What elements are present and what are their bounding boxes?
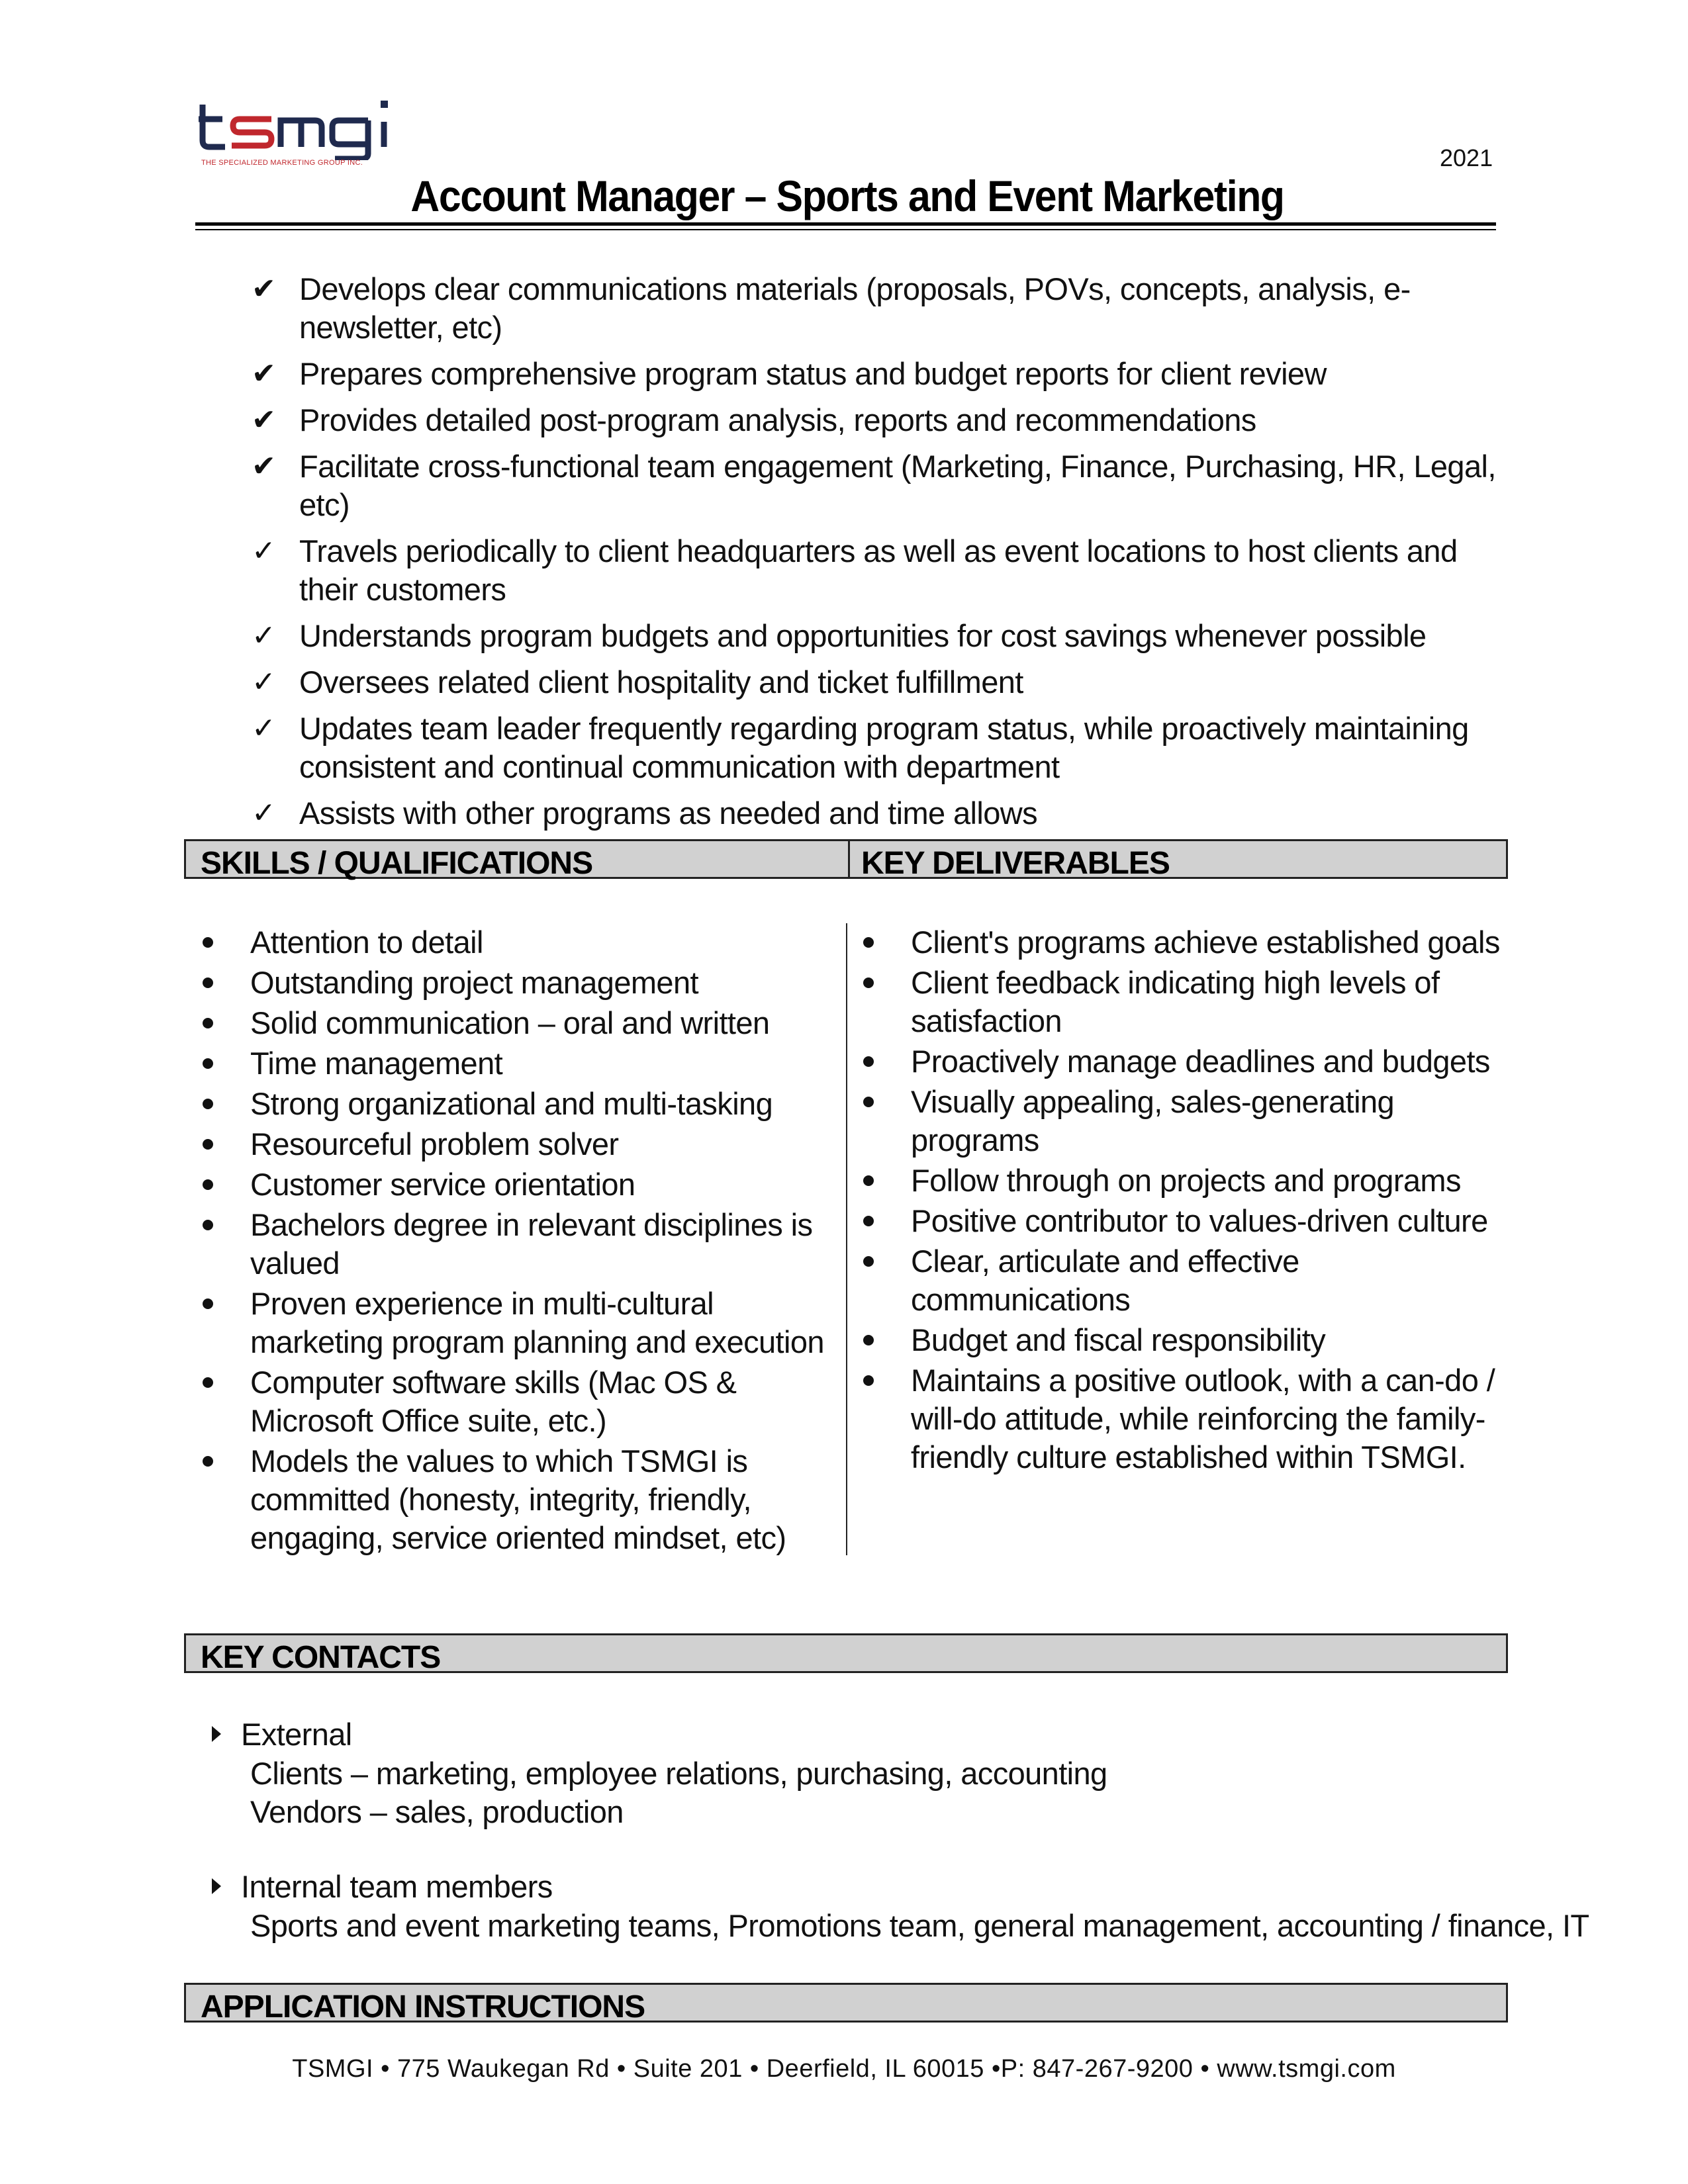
check-icon: ✓ xyxy=(252,535,276,567)
bullet-icon xyxy=(863,1097,874,1107)
external-contact-line: Clients – marketing, employee relations, purchasing, accounting xyxy=(250,1756,1107,1791)
deliverables-header: KEY DELIVERABLES xyxy=(861,846,1170,881)
external-contact-line: Vendors – sales, production xyxy=(250,1794,624,1829)
column-divider xyxy=(846,923,847,1555)
bullet-icon xyxy=(203,1139,213,1150)
bullet-icon xyxy=(203,978,213,988)
caret-right-icon xyxy=(212,1726,221,1742)
list-item: Resourceful problem solver xyxy=(250,1125,839,1163)
list-item: Maintains a positive outlook, with a can-do / will-do attitude, while reinforcing the family-friendly culture established within TSMGI. xyxy=(911,1361,1500,1477)
list-item: Attention to detail xyxy=(250,923,839,962)
check-bold-icon: ✔ xyxy=(252,357,276,390)
list-item: Proactively manage deadlines and budgets xyxy=(911,1042,1500,1081)
bullet-icon xyxy=(863,1335,874,1345)
tsmgi-logo-mark xyxy=(199,99,410,160)
responsibilities-list xyxy=(252,270,1496,841)
bullet-icon xyxy=(863,1375,874,1386)
check-bold-icon: ✔ xyxy=(252,404,276,436)
bullet-icon xyxy=(203,1058,213,1069)
caret-right-icon xyxy=(212,1878,221,1894)
check-icon: ✓ xyxy=(252,712,276,745)
list-item: ✓ Travels periodically to client headquarters as well as event locations to host clients and their customers xyxy=(252,533,1458,607)
bullet-icon xyxy=(863,1056,874,1067)
bullet-icon xyxy=(203,1099,213,1109)
skills-list xyxy=(250,923,839,1559)
list-item: ✔ Develops clear communications materials (proposals, POVs, concepts, analysis, e-newsletter, etc) xyxy=(252,271,1411,345)
list-item: Follow through on projects and programs xyxy=(911,1161,1500,1200)
check-bold-icon: ✔ xyxy=(252,273,276,305)
list-item: Positive contributor to values-driven culture xyxy=(911,1202,1500,1240)
bullet-icon xyxy=(203,1456,213,1467)
skills-header: SKILLS / QUALIFICATIONS xyxy=(201,846,593,881)
title-rule-thin xyxy=(195,229,1496,230)
list-item: Client's programs achieve established goals xyxy=(911,923,1500,962)
header-column-divider xyxy=(848,841,850,877)
list-item: Clear, articulate and effective communications xyxy=(911,1242,1500,1319)
bullet-icon xyxy=(863,1216,874,1226)
bullet-icon xyxy=(203,1377,213,1388)
list-item: Customer service orientation xyxy=(250,1165,839,1204)
list-item: Computer software skills (Mac OS & Microsoft Office suite, etc.) xyxy=(250,1363,839,1440)
list-item: Client feedback indicating high levels of satisfaction xyxy=(911,964,1500,1040)
check-icon: ✓ xyxy=(252,619,276,652)
bullet-icon xyxy=(863,937,874,948)
list-item: ✓ Oversees related client hospitality and ticket fulfillment xyxy=(252,663,1496,702)
bullet-icon xyxy=(863,1175,874,1186)
application-instructions-title: APPLICATION INSTRUCTIONS xyxy=(201,1989,645,2025)
bullet-icon xyxy=(863,1256,874,1267)
logo-tagline: THE SPECIALIZED MARKETING GROUP INC. xyxy=(201,159,363,167)
list-item: ✓ Assists with other programs as needed and time allows xyxy=(252,794,1496,833)
document-year: 2021 xyxy=(1440,144,1493,171)
bullet-icon xyxy=(203,1220,213,1230)
check-icon: ✓ xyxy=(252,666,276,698)
bullet-icon xyxy=(203,1298,213,1309)
skills-deliverables-header xyxy=(184,839,1508,879)
title-rule-thick xyxy=(195,222,1496,226)
bullet-icon xyxy=(863,978,874,988)
check-bold-icon: ✔ xyxy=(252,450,276,482)
list-item: Proven experience in multi-cultural marketing program planning and execution xyxy=(250,1285,839,1361)
list-item: Budget and fiscal responsibility xyxy=(911,1321,1500,1359)
list-item: Outstanding project management xyxy=(250,964,839,1002)
bullet-icon xyxy=(203,1179,213,1190)
key-contacts-header xyxy=(184,1633,1508,1673)
page-title: Account Manager – Sports and Event Marketing xyxy=(410,171,1284,220)
list-item: ✔ Facilitate cross-functional team engagement (Marketing, Finance, Purchasing, HR, Legal, etc) xyxy=(252,449,1496,522)
list-item: ✔ Prepares comprehensive program status and budget reports for client review xyxy=(252,355,1496,393)
internal-contact-line: Sports and event marketing teams, Promotions team, general management, accounting / finance, IT xyxy=(250,1908,1589,1943)
key-contacts-title: KEY CONTACTS xyxy=(201,1640,441,1675)
list-item: Bachelors degree in relevant disciplines is valued xyxy=(250,1206,839,1283)
list-item: Visually appealing, sales-generating programs xyxy=(911,1083,1500,1160)
list-item: ✔ Provides detailed post-program analysis, reports and recommendations xyxy=(252,401,1496,439)
list-item: ✓ Updates team leader frequently regarding program status, while proactively maintaining consistent and continual communication with department xyxy=(252,711,1469,784)
bullet-icon xyxy=(203,937,213,948)
list-item: Strong organizational and multi-tasking xyxy=(250,1085,839,1123)
list-item: Time management xyxy=(250,1044,839,1083)
deliverables-list xyxy=(911,923,1500,1479)
list-item: Solid communication – oral and written xyxy=(250,1004,839,1042)
list-item: Models the values to which TSMGI is committed (honesty, integrity, friendly, engaging, service oriented mindset, etc) xyxy=(250,1442,839,1557)
internal-contacts-label: Internal team members xyxy=(241,1868,553,1906)
external-contacts-label: External xyxy=(241,1715,352,1754)
page-footer: TSMGI • 775 Waukegan Rd • Suite 201 • Deerfield, IL 60015 •P: 847-267-9200 • www.tsmgi.com xyxy=(292,2055,1396,2083)
tsmgi-logo xyxy=(199,99,410,172)
bullet-icon xyxy=(203,1018,213,1028)
application-instructions-header xyxy=(184,1983,1508,2023)
check-icon: ✓ xyxy=(252,797,276,829)
list-item: ✓ Understands program budgets and opportunities for cost savings whenever possible xyxy=(252,617,1496,655)
